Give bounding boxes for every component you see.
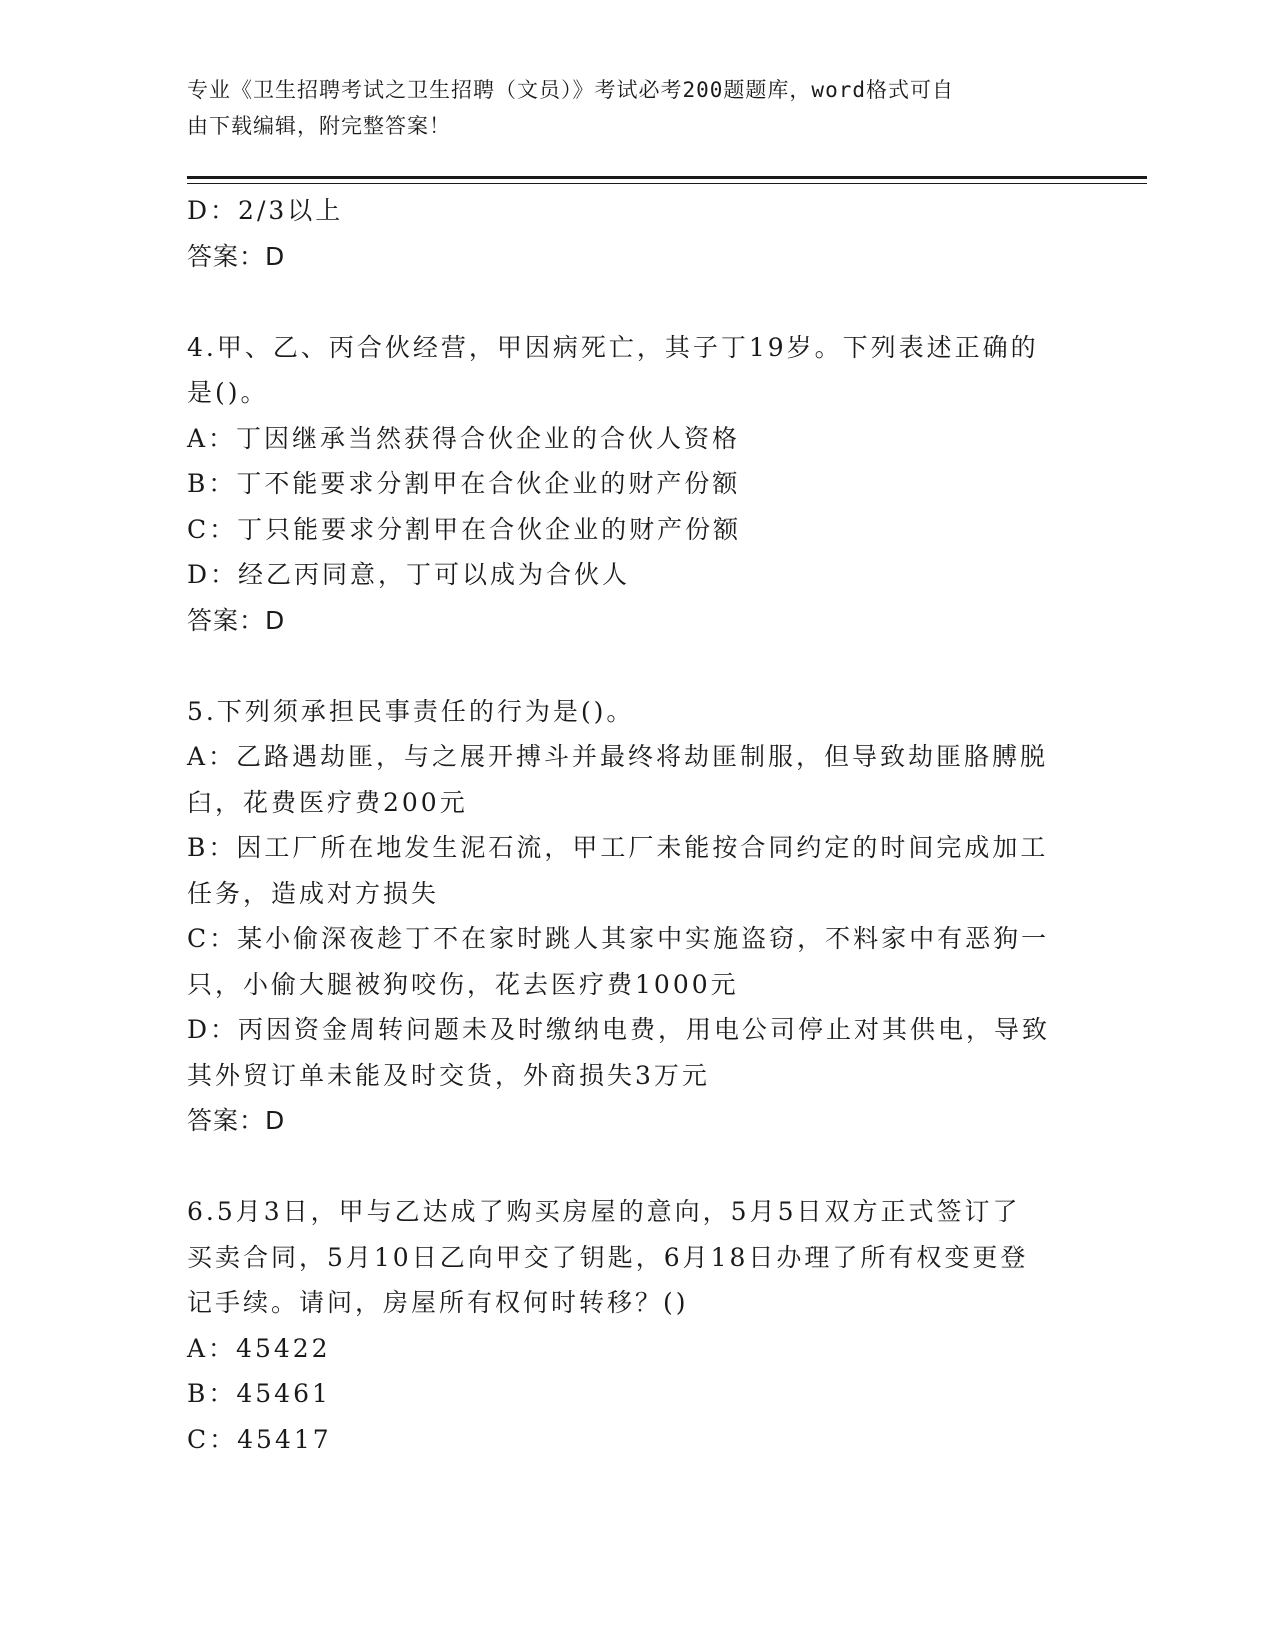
option-a: A：45422 <box>187 1333 331 1363</box>
header-rule-thick <box>187 176 1147 179</box>
option-a: A：乙路遇劫匪，与之展开搏斗并最终将劫匪制服，但导致劫匪胳膊脱 <box>187 742 1049 771</box>
option-a-cont: 臼，花费医疗费200元 <box>187 787 468 817</box>
option-b: B：因工厂所在地发生泥石流，甲工厂未能按合同约定的时间完成加工 <box>187 833 1049 862</box>
header-line-2: 由下载编辑，附完整答案！ <box>187 114 451 138</box>
header-rule-thin <box>187 183 1147 184</box>
option-d-cont: 其外贸订单未能及时交货，外商损失3万元 <box>187 1060 710 1090</box>
option-d: D：丙因资金周转问题未及时缴纳电费，用电公司停止对其供电，导致 <box>187 1015 1051 1044</box>
answer-label: 答案：D <box>187 1106 286 1135</box>
spacer <box>187 1144 1067 1190</box>
question-stem-cont: 买卖合同，5月10日乙向甲交了钥匙，6月18日办理了所有权变更登 <box>187 1242 1029 1272</box>
question-stem: 5.下列须承担民事责任的行为是()。 <box>187 696 635 726</box>
question-stem: 6.5月3日，甲与乙达成了购买房屋的意向，5月5日双方正式签订了 <box>187 1197 1021 1226</box>
option-c: C：某小偷深夜趁丁不在家时跳人其家中实施盗窃，不料家中有恶狗一 <box>187 924 1050 953</box>
previous-question <box>187 188 1067 279</box>
spacer <box>187 279 1067 325</box>
question-4 <box>187 325 1067 644</box>
answer-label: 答案：D <box>187 605 286 635</box>
option-c: C：45417 <box>187 1424 332 1454</box>
document-header <box>187 72 1067 144</box>
spacer <box>187 643 1067 689</box>
question-list <box>187 188 1067 1462</box>
question-stem-cont: 是()。 <box>187 378 269 407</box>
option-c: C：丁只能要求分割甲在合伙企业的财产份额 <box>187 514 742 544</box>
question-5 <box>187 689 1067 1144</box>
option-c-cont: 只，小偷大腿被狗咬伤，花去医疗费1000元 <box>187 969 739 999</box>
question-stem: 4.甲、乙、丙合伙经营，甲因病死亡，其子丁19岁。下列表述正确的 <box>187 332 1039 362</box>
option-b-cont: 任务，造成对方损失 <box>187 878 440 908</box>
option-a: A：丁因继承当然获得合伙企业的合伙人资格 <box>187 423 741 453</box>
option-d: D：2/3以上 <box>187 196 344 225</box>
option-d: D：经乙丙同意，丁可以成为合伙人 <box>187 560 631 589</box>
question-stem-cont: 记手续。请问，房屋所有权何时转移？() <box>187 1288 689 1317</box>
header-line-1: 专业《卫生招聘考试之卫生招聘（文员）》考试必考200题题库，word格式可自 <box>187 78 954 102</box>
option-b: B：45461 <box>187 1379 331 1408</box>
question-6 <box>187 1189 1067 1462</box>
option-b: B：丁不能要求分割甲在合伙企业的财产份额 <box>187 469 741 498</box>
answer-label: 答案：D <box>187 241 286 271</box>
